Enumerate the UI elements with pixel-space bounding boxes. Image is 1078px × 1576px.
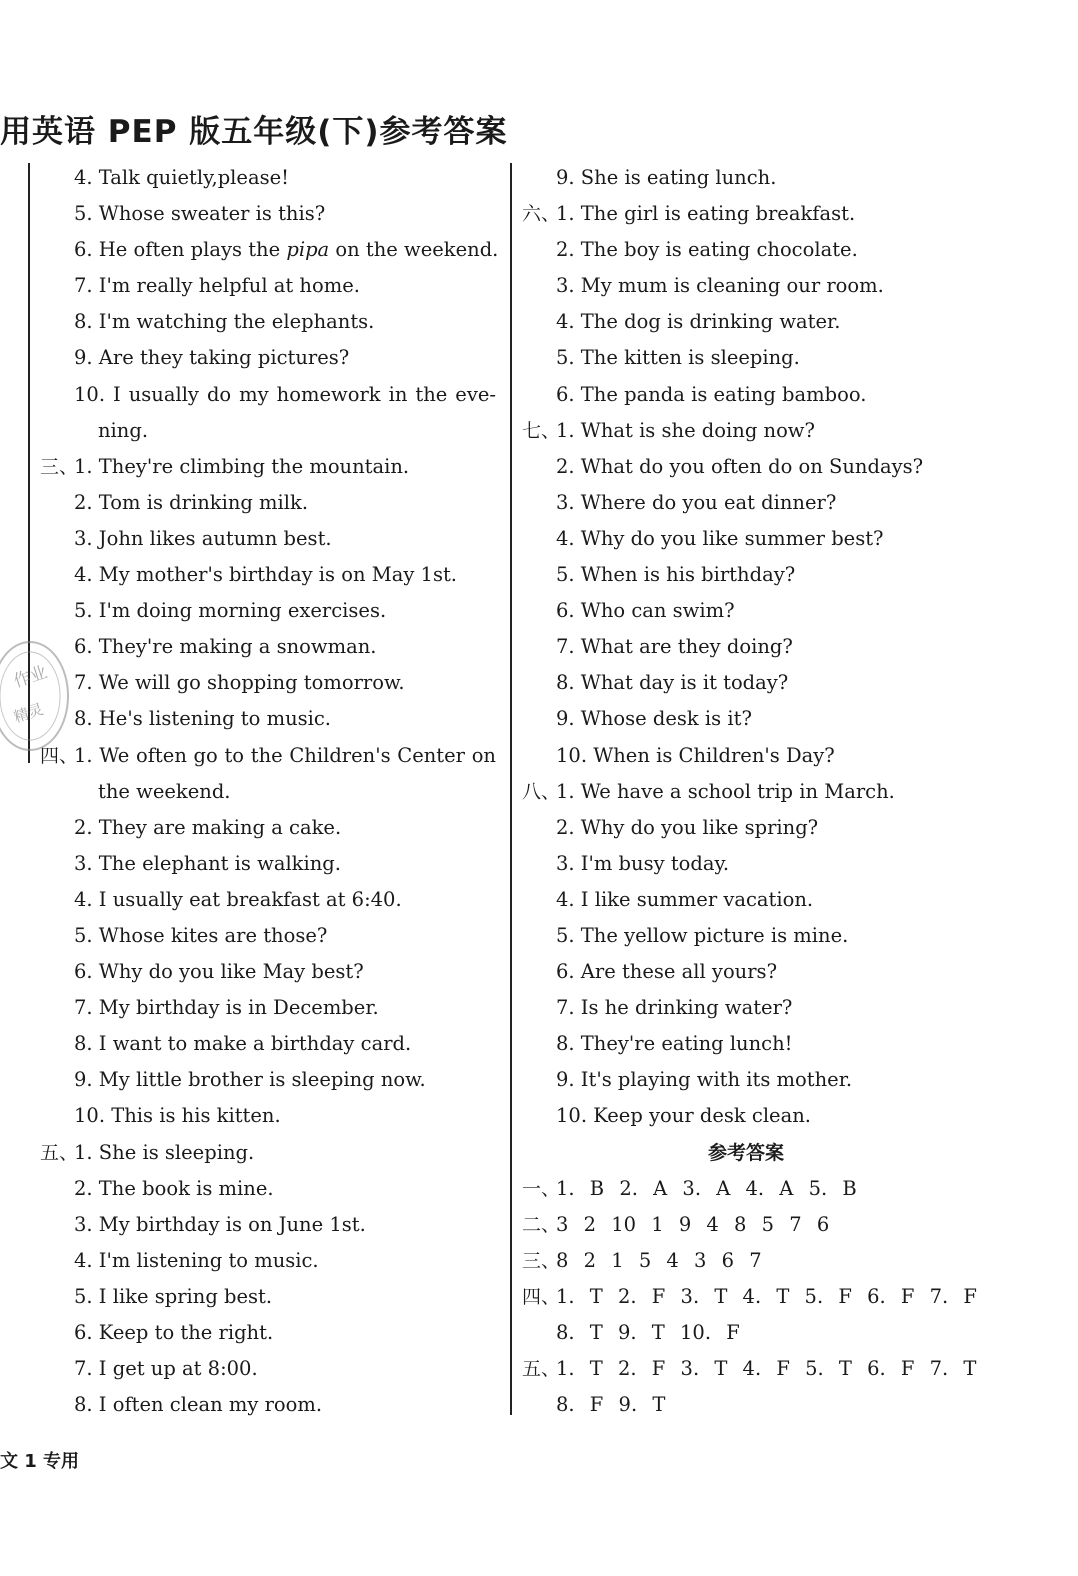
answer-text: 1. B 2. A 3. A 4. A 5. B (556, 1176, 857, 1200)
section-number: 三、 (522, 1249, 561, 1272)
answer-text: 5. Whose kites are those? (74, 923, 328, 947)
section-number: 七、 (522, 419, 561, 442)
answer-text: 7. I get up at 8:00. (74, 1357, 258, 1381)
answer-text: 10. Keep your desk clean. (556, 1104, 811, 1128)
answer-line (40, 232, 502, 268)
answer-text: 2. Why do you like spring? (556, 815, 819, 839)
answer-text: 4. Why do you like summer best? (556, 526, 884, 550)
answer-line (40, 521, 502, 557)
answer-key-heading: 参考答案 (708, 1141, 785, 1164)
answer-text: 9. My little brother is sleeping now. (74, 1068, 426, 1092)
answer-text: 2. What do you often do on Sundays? (556, 454, 924, 478)
section-number: 五、 (40, 1141, 79, 1164)
answer-text: 8. F 9. T (556, 1393, 666, 1417)
answer-text: 5. I'm doing morning exercises. (74, 599, 387, 623)
answer-line (40, 1098, 502, 1134)
answer-line (40, 1243, 502, 1279)
answer-line (40, 738, 502, 774)
left-column (40, 160, 502, 1423)
answer-text: 6. They're making a snowman. (74, 635, 377, 659)
answer-text: 9. She is eating lunch. (556, 166, 777, 189)
answer-line (522, 413, 1062, 449)
answer-text: 6. Are these all yours? (556, 960, 778, 984)
answer-line (522, 268, 1062, 304)
answer-line (522, 990, 1062, 1026)
answer-line (522, 1171, 1062, 1207)
answer-text: 4. The dog is drinking water. (556, 310, 841, 334)
answer-line (40, 160, 502, 196)
answer-text: 7. My birthday is in December. (74, 996, 379, 1020)
page-footer: 文 1 专用 (0, 1451, 80, 1472)
answer-text: 3. John likes autumn best. (74, 526, 332, 550)
answer-text: 4. Talk quietly,please! (74, 166, 289, 189)
answer-line (40, 340, 502, 376)
answer-text: 2. The boy is eating chocolate. (556, 238, 858, 262)
answer-line (40, 665, 502, 701)
answer-text: 2. They are making a cake. (74, 815, 342, 839)
answer-line (522, 1351, 1062, 1387)
answer-line (522, 918, 1062, 954)
answer-line (40, 629, 502, 665)
answer-line (522, 882, 1062, 918)
answer-line (522, 593, 1062, 629)
answer-text: 5. The yellow picture is mine. (556, 923, 849, 947)
answer-line (40, 413, 502, 449)
answer-text: 4. I like summer vacation. (556, 887, 814, 911)
answer-text: 9. It's playing with its mother. (556, 1068, 853, 1092)
answer-line (40, 1207, 502, 1243)
answer-text: 4. My mother's birthday is on May 1st. (74, 563, 457, 587)
answer-text: 5. When is his birthday? (556, 563, 796, 587)
answer-text: 4. I usually eat breakfast at 6:40. (74, 887, 402, 911)
answer-text: 7. What are they doing? (556, 635, 793, 659)
answer-line (522, 629, 1062, 665)
answer-line (522, 340, 1062, 376)
answer-text: 6. Why do you like May best? (74, 960, 364, 984)
answer-line (40, 268, 502, 304)
section-number: 八、 (522, 780, 561, 803)
answer-text: 3 2 10 1 9 4 8 5 7 6 (556, 1212, 830, 1236)
answer-key-heading-row (522, 1135, 1062, 1171)
answer-text: the weekend. (98, 779, 231, 803)
answer-text: 8. What day is it today? (556, 671, 789, 695)
answer-text: 5. Whose sweater is this? (74, 202, 326, 226)
section-number: 六、 (522, 203, 561, 226)
answer-text: 2. The book is mine. (74, 1176, 274, 1200)
right-column (522, 160, 1062, 1423)
answer-text: 9. Are they taking pictures? (74, 346, 350, 370)
answer-text: 1. The girl is eating breakfast. (556, 202, 856, 226)
answer-text: 9. Whose desk is it? (556, 707, 752, 731)
answer-line (40, 1387, 502, 1423)
answer-line (40, 593, 502, 629)
watermark-stamp (0, 638, 72, 756)
answer-line (522, 557, 1062, 593)
answer-text: 2. Tom is drinking milk. (74, 490, 309, 514)
answer-line (522, 846, 1062, 882)
answer-text: 6. The panda is eating bamboo. (556, 382, 867, 406)
answer-line (40, 701, 502, 737)
answer-line (40, 485, 502, 521)
answer-text: 3. Where do you eat dinner? (556, 490, 837, 514)
section-number: 三、 (40, 455, 79, 478)
answer-text: 5. The kitten is sleeping. (556, 346, 800, 370)
answer-line (40, 304, 502, 340)
answer-text: 10. This is his kitten. (74, 1104, 281, 1128)
answer-text: 1. We often go to the Children's Center on (74, 743, 496, 767)
answer-text: 3. My birthday is on June 1st. (74, 1212, 366, 1236)
answer-line (40, 846, 502, 882)
answer-line (40, 882, 502, 918)
answer-text: 10. When is Children's Day? (556, 743, 835, 767)
answer-line (522, 1279, 1062, 1315)
answer-line (40, 1171, 502, 1207)
answer-line (40, 1279, 502, 1315)
answer-line (522, 1098, 1062, 1134)
answer-line (522, 774, 1062, 810)
answer-line (40, 557, 502, 593)
answer-line (522, 485, 1062, 521)
column-divider (510, 163, 512, 1415)
answer-line (522, 304, 1062, 340)
answer-line (40, 449, 502, 485)
answer-text: 8. T 9. T 10. F (556, 1321, 740, 1344)
answer-text: ning. (98, 418, 149, 442)
section-number: 五、 (522, 1358, 561, 1381)
answer-text: 8. He's listening to music. (74, 707, 331, 731)
answer-text: 5. I like spring best. (74, 1284, 273, 1308)
answer-text: 1. She is sleeping. (74, 1140, 255, 1164)
answer-text: 1. T 2. F 3. T 4. T 5. F 6. F 7. F (556, 1284, 977, 1308)
section-number: 四、 (522, 1285, 561, 1308)
answer-text: 3. My mum is cleaning our room. (556, 274, 884, 298)
section-number: 二、 (522, 1213, 561, 1236)
answer-line (40, 954, 502, 990)
answer-line (522, 810, 1062, 846)
answer-line (40, 810, 502, 846)
page-title: 用英语 PEP 版五年级(下)参考答案 (0, 114, 508, 150)
answer-line (40, 774, 502, 810)
answer-line (40, 1026, 502, 1062)
answer-line (40, 196, 502, 232)
answer-text: 1. We have a school trip in March. (556, 779, 895, 803)
answer-line (40, 1351, 502, 1387)
answer-line (522, 377, 1062, 413)
answer-line (40, 377, 502, 413)
answer-line (522, 160, 1062, 196)
answer-text: 3. The elephant is walking. (74, 851, 341, 875)
answer-line (522, 232, 1062, 268)
answer-line (40, 1135, 502, 1171)
answer-text: 7. I'm really helpful at home. (74, 274, 360, 298)
answer-line (522, 1062, 1062, 1098)
answer-text: 8. They're eating lunch! (556, 1032, 793, 1056)
answer-line (522, 1387, 1062, 1423)
answer-line (522, 665, 1062, 701)
answer-line (522, 449, 1062, 485)
answer-line (522, 1207, 1062, 1243)
answer-text: 6. Keep to the right. (74, 1321, 274, 1344)
answer-text: 1. T 2. F 3. T 4. F 5. T 6. F 7. T (556, 1357, 977, 1381)
answer-line (40, 1062, 502, 1098)
answer-line (40, 918, 502, 954)
answer-line (522, 701, 1062, 737)
answer-text: 8 2 1 5 4 3 6 7 (556, 1248, 762, 1272)
answer-text: 8. I want to make a birthday card. (74, 1032, 412, 1056)
answer-text: 8. I'm watching the elephants. (74, 310, 375, 334)
answer-text: 6. He often plays the pipa on the weekend. (74, 238, 499, 262)
answer-line (522, 1243, 1062, 1279)
answer-line (40, 1315, 502, 1351)
answer-line (522, 196, 1062, 232)
answer-text: 1. What is she doing now? (556, 418, 815, 442)
answer-line (522, 738, 1062, 774)
answer-text: 4. I'm listening to music. (74, 1248, 319, 1272)
answer-text: 6. Who can swim? (556, 599, 735, 623)
answer-text: 3. I'm busy today. (556, 851, 730, 875)
section-number: 四、 (40, 744, 79, 767)
answer-text: 7. We will go shopping tomorrow. (74, 671, 405, 695)
stamp-text-bottom: 精灵 (11, 700, 46, 727)
answer-text: 7. Is he drinking water? (556, 996, 793, 1020)
answer-line (522, 954, 1062, 990)
answer-text: 1. They're climbing the mountain. (74, 454, 410, 478)
answer-line (522, 1026, 1062, 1062)
answer-line (522, 1315, 1062, 1351)
stamp-text-top: 作业 (11, 662, 50, 693)
answer-line (522, 521, 1062, 557)
answer-text: 10. I usually do my homework in the eve- (74, 382, 496, 406)
answer-line (40, 990, 502, 1026)
answer-text: 8. I often clean my room. (74, 1393, 323, 1417)
section-number: 一、 (522, 1177, 561, 1200)
